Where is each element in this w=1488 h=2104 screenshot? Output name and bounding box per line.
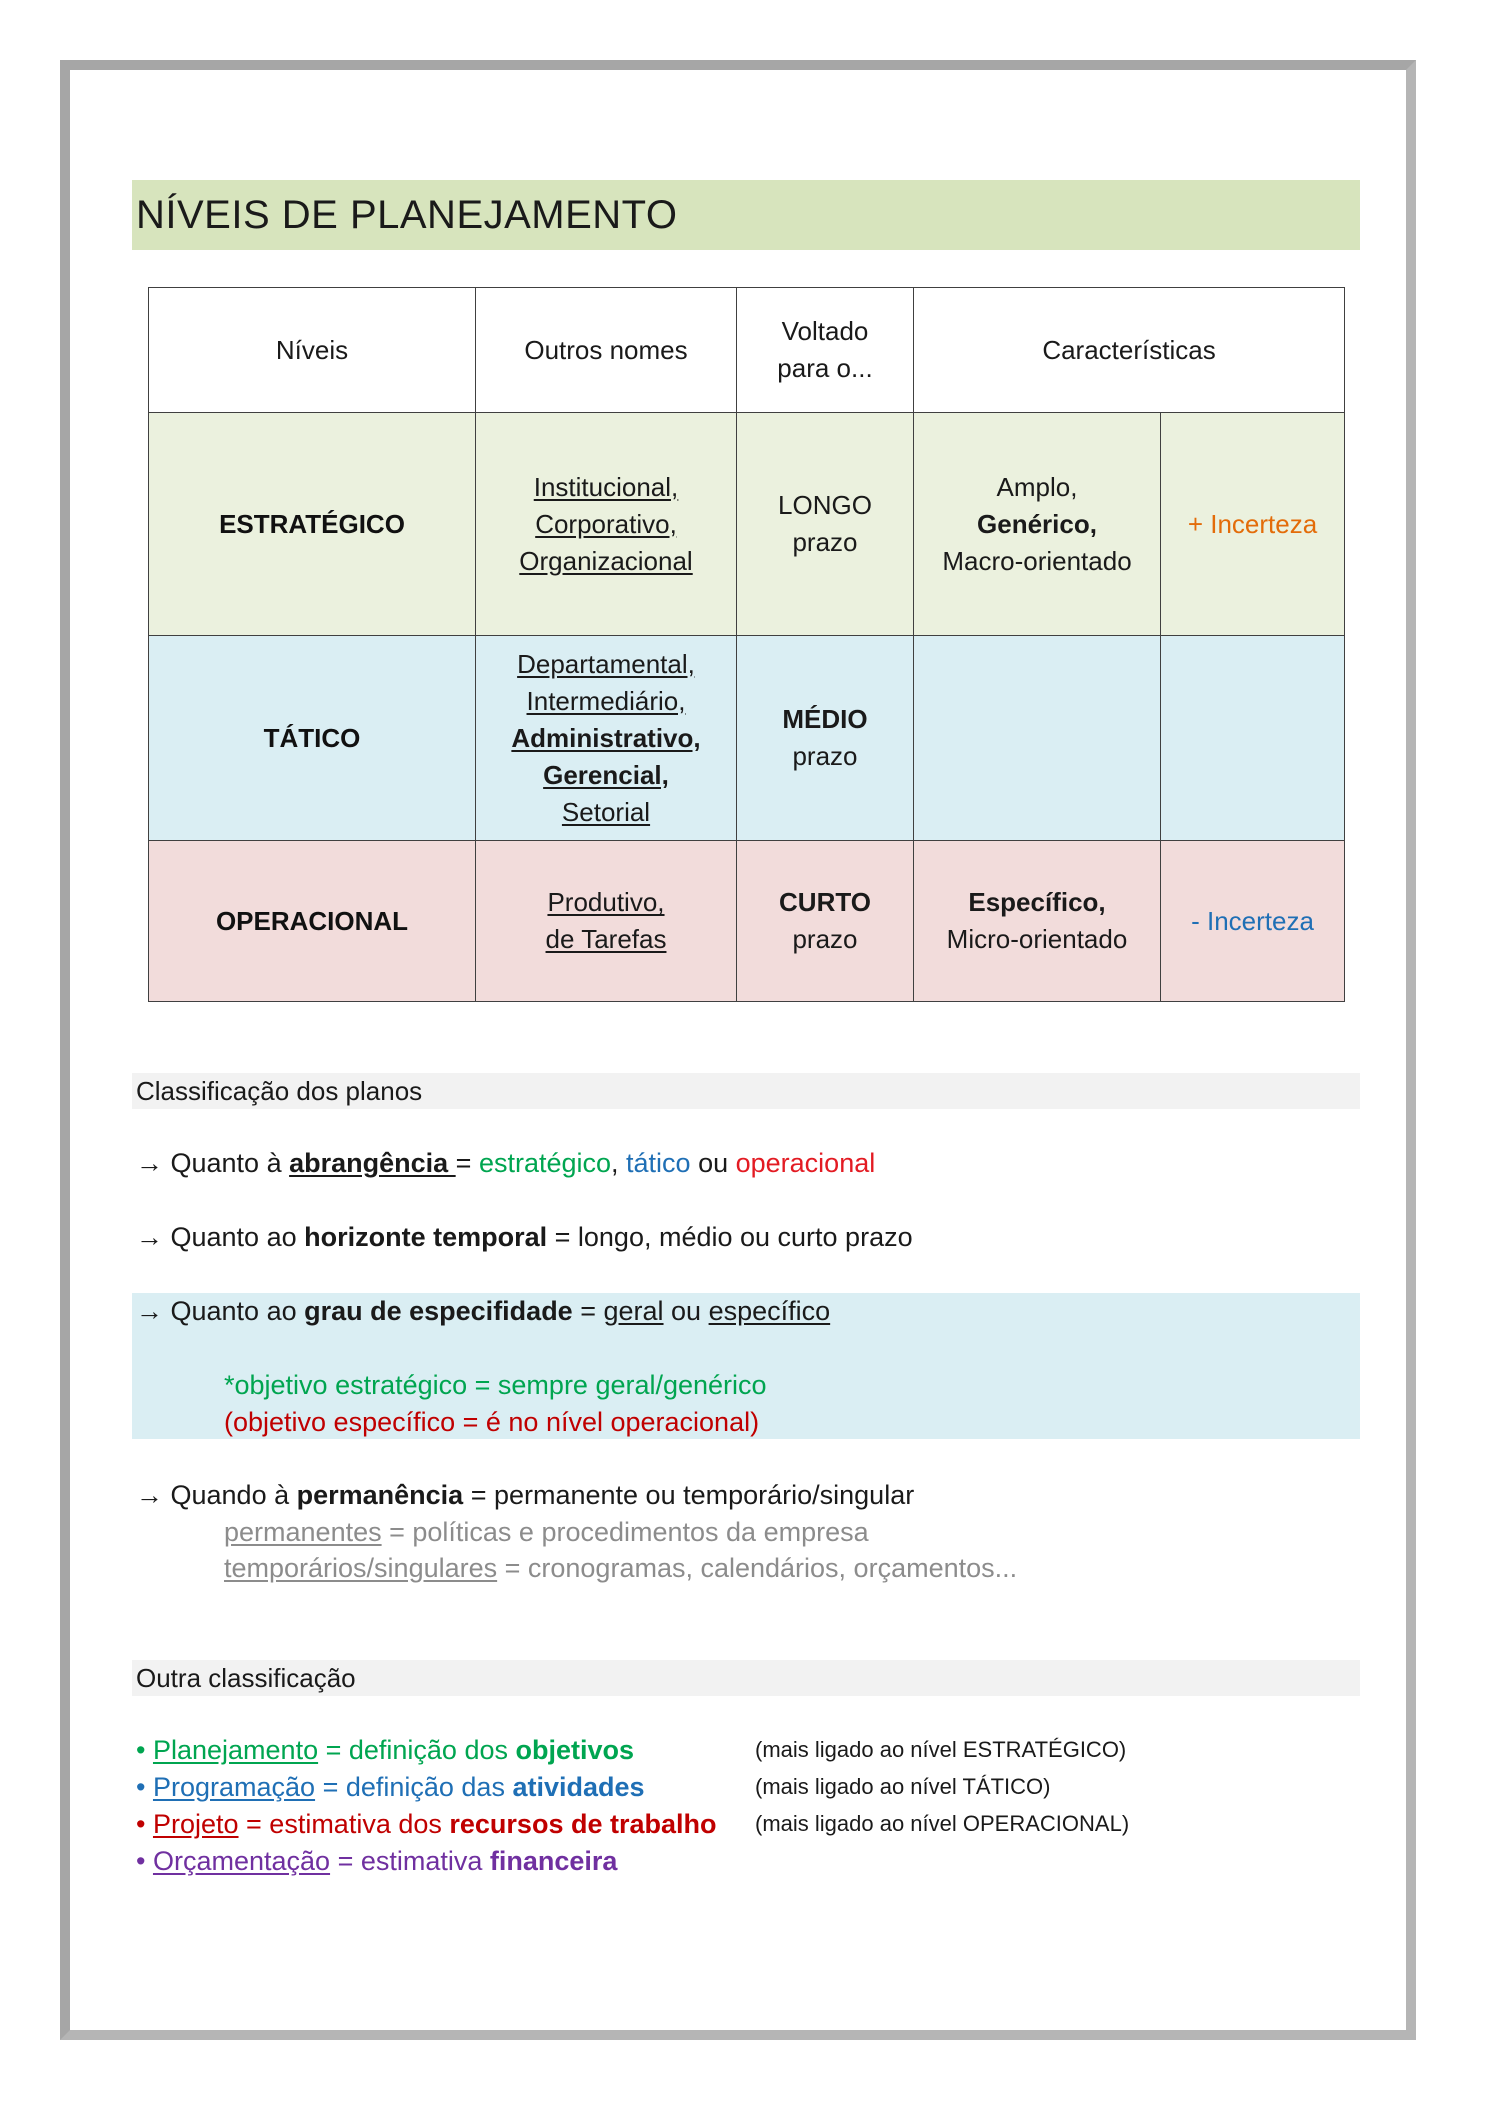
name-item: Corporativo, (535, 508, 677, 539)
name-item: de Tarefas (545, 924, 667, 954)
name-item: Produtivo, (547, 887, 665, 917)
name-item: Intermediário, (526, 685, 686, 716)
key-term: permanência (296, 1480, 464, 1510)
list-item-orcamentacao (136, 1843, 617, 1879)
equals: = (572, 1296, 604, 1326)
item-key: Planejamento (152, 1735, 319, 1765)
note-objetivo-especifico: (objetivo específico = é no nível operacional) (224, 1407, 760, 1437)
item-strong: atividades (512, 1772, 645, 1802)
item-strong: objetivos (515, 1735, 635, 1765)
arrow-prefix: → Quando à (136, 1480, 297, 1510)
sub-key: temporários/singulares (224, 1553, 498, 1583)
temporarios-line (224, 1550, 1017, 1586)
classificacao-horizonte (136, 1219, 913, 1255)
value-text: = permanente ou temporário/singular (463, 1480, 915, 1510)
names-operacional (476, 841, 737, 1002)
separator: , (611, 1148, 627, 1178)
header-voltado (737, 288, 914, 413)
prazo-word: prazo (792, 527, 858, 557)
carac-item: Micro-orientado (946, 924, 1128, 954)
item-text: = estimativa (330, 1846, 490, 1876)
carac-estrategico (914, 413, 1161, 636)
classificacao-permanencia (136, 1477, 914, 1513)
item-strong: recursos de trabalho (449, 1809, 717, 1839)
incerteza-mais: + Incerteza (1161, 413, 1345, 636)
arrow-prefix: → Quanto à (136, 1148, 290, 1178)
item-text: = estimativa dos (238, 1809, 450, 1839)
item-key: Projeto (152, 1809, 239, 1839)
header-niveis: Níveis (149, 288, 476, 413)
bullet: • (136, 1846, 153, 1876)
bullet: • (136, 1735, 153, 1765)
name-item: Departamental, (517, 648, 695, 679)
sub-text: = cronogramas, calendários, orçamentos... (497, 1553, 1018, 1583)
page-title: NÍVEIS DE PLANEJAMENTO (132, 180, 1360, 250)
separator: ou (663, 1296, 709, 1326)
value-tatico: tático (626, 1148, 691, 1178)
levels-table (148, 287, 1345, 1002)
incerteza-tatico (1161, 636, 1345, 841)
carac-tatico (914, 636, 1161, 841)
level-tatico: TÁTICO (149, 636, 476, 841)
value-estrategico: estratégico (478, 1148, 612, 1178)
value-operacional: operacional (735, 1148, 876, 1178)
sub-text: = políticas e procedimentos da empresa (381, 1517, 869, 1547)
name-item: Organizacional (519, 545, 693, 576)
prazo-estrategico (737, 413, 914, 636)
value-text: = longo, médio ou curto prazo (547, 1222, 913, 1252)
item-strong: financeira (489, 1846, 618, 1876)
name-item: Gerencial, (543, 759, 669, 790)
header-outros-nomes: Outros nomes (476, 288, 737, 413)
header-voltado-line1: Voltado (781, 316, 869, 346)
carac-operacional (914, 841, 1161, 1002)
level-operacional: OPERACIONAL (149, 841, 476, 1002)
note-projeto: (mais ligado ao nível OPERACIONAL) (755, 1811, 1130, 1836)
level-estrategico: ESTRATÉGICO (149, 413, 476, 636)
name-item: Institucional, (533, 471, 679, 502)
carac-item: Amplo, (996, 471, 1078, 502)
prazo-word: prazo (792, 741, 858, 771)
item-key: Orçamentação (152, 1846, 331, 1876)
key-term: grau de especifidade (304, 1296, 573, 1326)
prazo-term: LONGO (778, 490, 872, 520)
arrow-prefix: → Quanto ao (136, 1222, 305, 1252)
header-caracteristicas: Características (914, 288, 1345, 413)
classificacao-abrangencia (136, 1145, 875, 1181)
arrow-prefix: → Quanto ao (136, 1296, 305, 1326)
table-row-tatico (149, 636, 1345, 841)
table-row-estrategico (149, 413, 1345, 636)
bullet: • (136, 1772, 153, 1802)
item-text: = definição dos (318, 1735, 516, 1765)
permanentes-line (224, 1514, 869, 1550)
bullet: • (136, 1809, 153, 1839)
name-item: Administrativo, (511, 722, 701, 753)
note-planejamento: (mais ligado ao nível ESTRATÉGICO) (755, 1737, 1127, 1762)
table-header-row (149, 288, 1345, 413)
incerteza-menos: - Incerteza (1161, 841, 1345, 1002)
equals: = (455, 1148, 479, 1178)
list-item-projeto (136, 1806, 716, 1842)
carac-item: Genérico, (977, 508, 1097, 539)
list-item-programacao (136, 1769, 645, 1805)
names-tatico (476, 636, 737, 841)
value-especifico: específico (708, 1296, 831, 1326)
table-row-operacional (149, 841, 1345, 1002)
prazo-term: CURTO (779, 887, 871, 917)
name-item: Setorial (561, 796, 651, 827)
separator: ou (690, 1148, 736, 1178)
sub-key: permanentes (224, 1517, 382, 1547)
prazo-term: MÉDIO (782, 704, 868, 734)
header-voltado-line2: para o... (777, 353, 873, 383)
names-estrategico (476, 413, 737, 636)
item-text: = definição das (315, 1772, 513, 1802)
prazo-operacional (737, 841, 914, 1002)
note-objetivo-estrategico: *objetivo estratégico = sempre geral/genérico (224, 1370, 767, 1400)
carac-item: Macro-orientado (942, 545, 1132, 576)
prazo-word: prazo (792, 924, 858, 954)
item-key: Programação (152, 1772, 316, 1802)
section-classificacao-heading: Classificação dos planos (132, 1073, 1360, 1109)
value-geral: geral (603, 1296, 664, 1326)
carac-item: Específico, (968, 887, 1106, 917)
note-programacao: (mais ligado ao nível TÁTICO) (755, 1774, 1051, 1799)
key-term: horizonte temporal (304, 1222, 548, 1252)
classificacao-especificidade (136, 1293, 830, 1329)
key-term: abrangência (289, 1148, 456, 1178)
prazo-tatico (737, 636, 914, 841)
section-outra-heading: Outra classificação (132, 1660, 1360, 1696)
list-item-planejamento (136, 1732, 634, 1768)
